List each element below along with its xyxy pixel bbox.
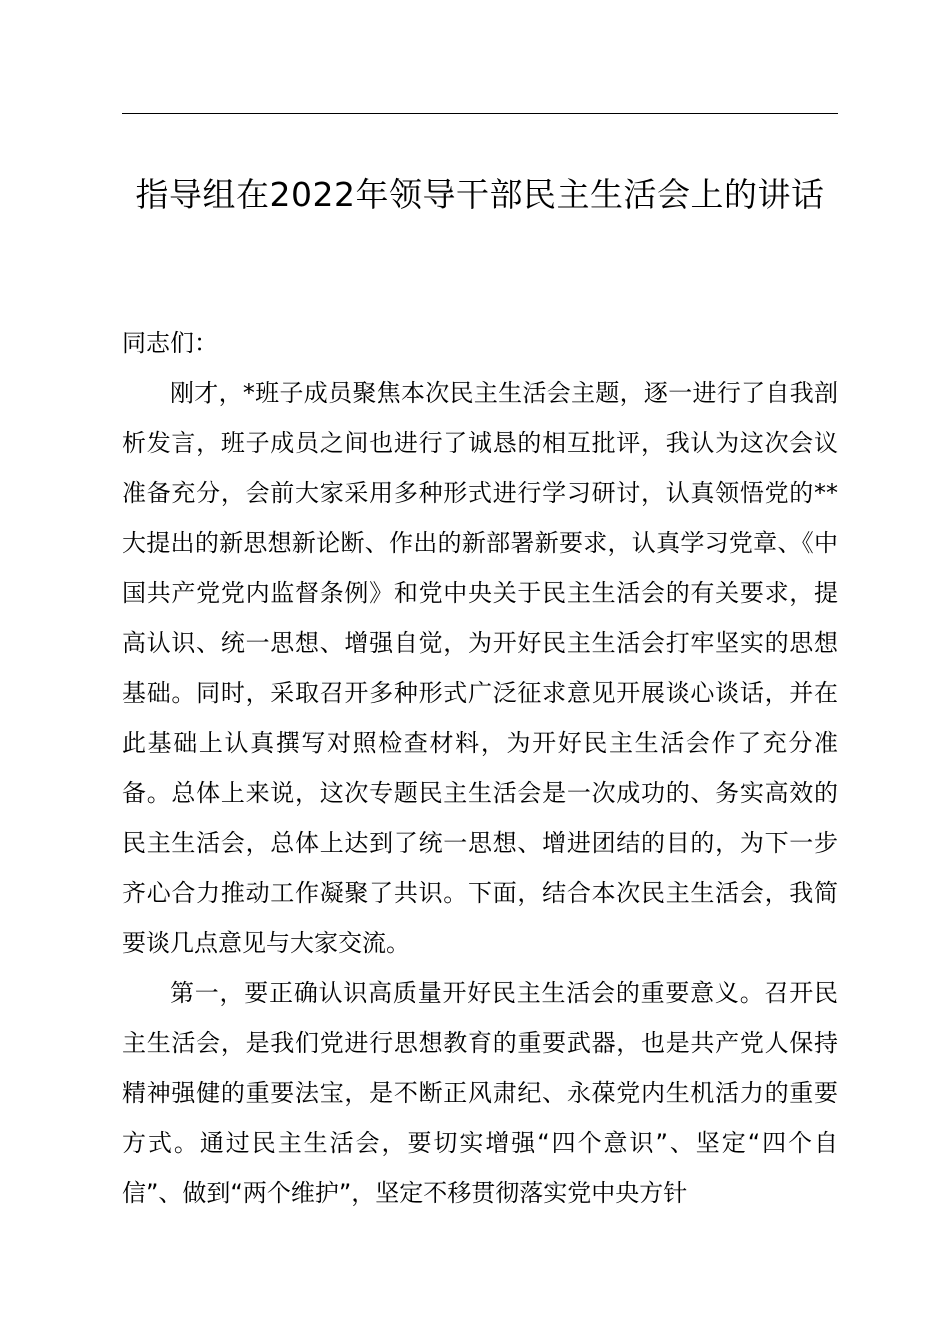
document-title: 指导组在2022年领导干部民主生活会上的讲话 bbox=[135, 175, 825, 214]
paragraph-first-point: 第一，要正确认识高质量开好民主生活会的重要意义。召开民主生活会，是我们党进行思想教育的重要武器，也是共产党人保持精神强健的重要法宝，是不断正风肃纪、永葆党内生机活力的重要方式。通过民主生活会，要切实增强“四个意识”、坚定“四个自信”、做到“两个维护”，坚定不移贯彻落实党中央方针 bbox=[122, 979, 838, 1207]
header-rule bbox=[122, 113, 838, 114]
document-body bbox=[122, 318, 838, 1218]
salutation: 同志们： bbox=[122, 329, 218, 357]
paragraph-opening: 刚才，*班子成员聚焦本次民主生活会主题，逐一进行了自我剖析发言，班子成员之间也进行了诚恳的相互批评，我认为这次会议准备充分，会前大家采用多种形式进行学习研讨，认真领悟党的**大提出的新思想新论断、作出的新部署新要求，认真学习党章、《中国共产党党内监督条例》和党中央关于民主生活会的有关要求，提高认识、统一思想、增强自觉，为开好民主生活会打牢坚实的思想基础。同时，采取召开多种形式广泛征求意见开展谈心谈话，并在此基础上认真撰写对照检查材料，为开好民主生活会作了充分准备。总体上来说，这次专题民主生活会是一次成功的、务实高效的民主生活会，总体上达到了统一思想、增进团结的目的，为下一步齐心合力推动工作凝聚了共识。下面，结合本次民主生活会，我简要谈几点意见与大家交流。 bbox=[122, 379, 838, 957]
